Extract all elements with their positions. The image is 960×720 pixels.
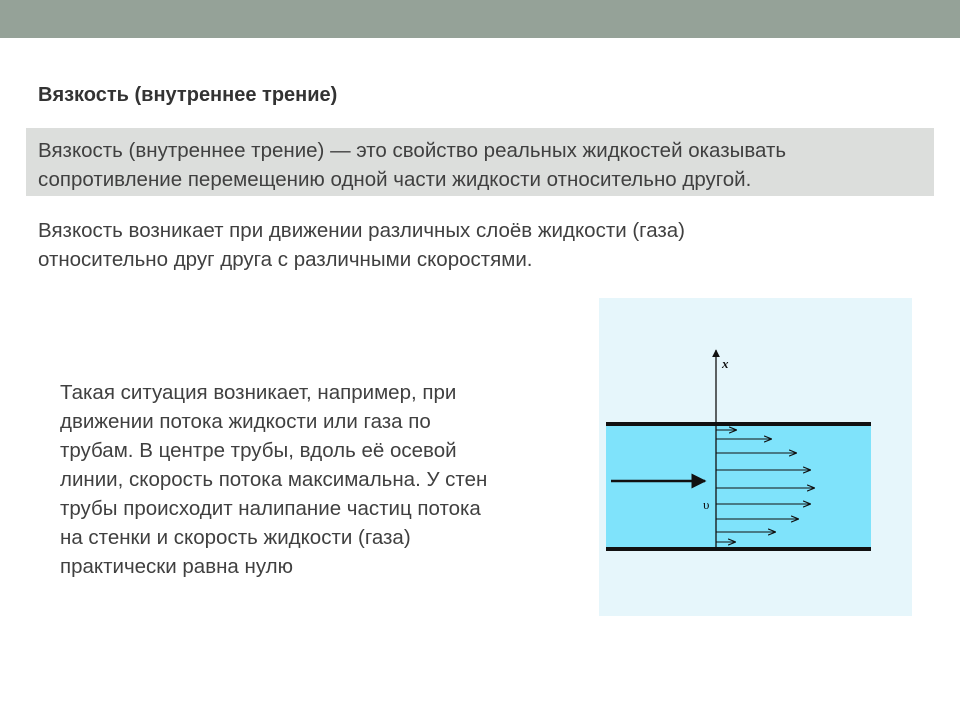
example-line: линии, скорость потока максимальна. У стен (60, 468, 488, 491)
top-bar (0, 0, 960, 38)
example-paragraph (60, 378, 570, 581)
example-line: движении потока жидкости или газа по (60, 410, 431, 433)
x-axis-label: x (722, 356, 729, 371)
origin-paragraph (38, 216, 898, 274)
definition-line: Вязкость (внутреннее трение) — это свойство реальных жидкостей оказывать (38, 139, 787, 162)
example-line: Такая ситуация возникает, например, при (60, 381, 457, 404)
pipe-flow-diagram (599, 298, 912, 616)
slide-title: Вязкость (внутреннее трение) (38, 84, 338, 106)
velocity-label: υ (703, 497, 710, 512)
example-line: на стенки и скорость жидкости (газа) (60, 526, 411, 549)
example-line: трубам. В центре трубы, вдоль её осевой (60, 439, 457, 462)
definition-line: сопротивление перемещению одной части жидкости относительно другой. (38, 168, 752, 191)
fluid-region (606, 424, 871, 548)
example-line: практически равна нулю (60, 555, 293, 578)
origin-line: относительно друг друга с различными скоростями. (38, 248, 533, 271)
origin-line: Вязкость возникает при движении различных слоёв жидкости (газа) (38, 219, 686, 242)
example-line: трубы происходит налипание частиц потока (60, 497, 481, 520)
definition-box (26, 128, 934, 196)
